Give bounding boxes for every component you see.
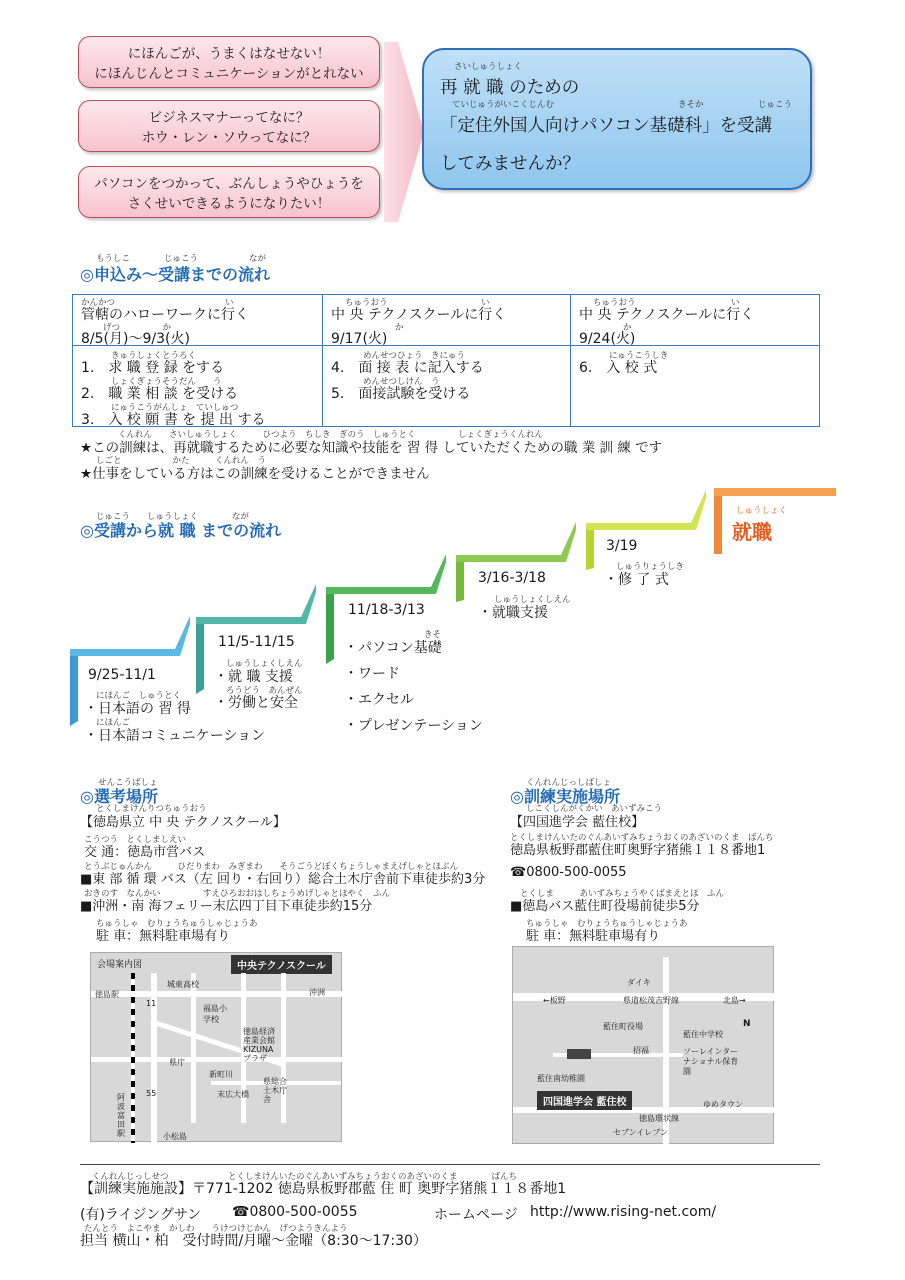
ruby-text: しゅうりょうしき [616,562,685,572]
ruby-text: きそ [424,630,442,640]
training-info: 駐 車：無料駐車場有り [526,929,661,944]
goal-label: 就職 [732,520,772,544]
section-title-training: ◎訓練実施場所 [510,787,620,806]
step-item: ・エクセル [344,692,414,708]
ruby-text: せんこうばしょ [98,778,158,788]
step-item: ・修 了 式 [604,572,669,588]
concern-box-3 [78,166,380,218]
map-title: 会場案内図 [97,960,143,970]
map-label: 沖洲 [309,988,325,997]
ruby-text: しゅうしょくしえん [226,659,303,669]
ruby-text: しょくぎょうそうだん う [111,377,222,387]
map-label: 招福 [633,1046,649,1055]
footer-company: (有)ライジングサン [80,1207,202,1223]
footer-url-link[interactable]: http://www.rising-net.com/ [530,1204,717,1220]
step-date: 11/5-11/15 [218,634,295,650]
ruby-text: ていじゅうがいこくじんむ [452,100,555,110]
ruby-text: かんかつ [81,298,116,308]
ruby-text: か [395,323,404,333]
apply-flow-table [72,294,820,427]
map-label: 11 [146,999,157,1008]
ruby-text: ちゅうおう [593,298,636,308]
map-label: 福島小学校 [203,1004,227,1024]
compass-north-icon: N [743,1019,751,1029]
map-label: 県道松茂吉野線 [623,996,679,1005]
ruby-text: げつ か [103,323,172,333]
step-item: ・プレゼンテーション [344,718,483,734]
step-bracket [586,490,711,570]
step-date: 3/19 [606,538,638,554]
ruby-text: めんせつひょう きにゅう [363,351,465,361]
ruby-text: しこくしんがくかい あいずみこう [526,804,663,814]
step-item: ・就 職 支援 [214,669,293,685]
table-date: 9/17(火) [331,331,388,347]
map-label: 新町川 [209,1070,233,1079]
table-item: 5. 面接試験を受ける [331,386,471,402]
map-label: 北島→ [723,996,746,1005]
map-label: 徳島駅 [95,990,119,999]
ruby-text: しごと かた くんれん う [96,456,267,466]
ruby-text: こうつう とくしましえい [84,835,187,845]
ruby-text: にほんご しゅうとく [96,691,182,701]
ruby-text: とくしま あいずみちょうやくばまえとほ ふん [520,889,725,899]
map-label: 阿波富田駅 [117,1093,125,1138]
ruby-text: い [481,298,490,308]
step-date: 3/16-3/18 [478,570,546,586]
ruby-text: さいしゅうしょく [454,62,523,72]
training-info: 【四国進学会 藍住校】 [510,815,645,830]
map-label: 県庁 [169,1058,185,1067]
footer-homepage-label: ホームページ [434,1207,518,1223]
map-label: ←板野 [543,996,566,1005]
table-header: 中 央 テクノスクールに行く [331,307,507,323]
footer-address: 【訓練実施施設】〒771-1202 徳島県板野郡藍 住 町 奥野字猪熊１１８番地1 [80,1181,567,1197]
chevron-right-icon [384,42,424,222]
training-phone: ☎0800-500-0055 [510,865,627,880]
ruby-text: たんとう よこやま かしわ うけつけじかん げつようきんよう [84,1224,348,1234]
exam-info: 【徳島県立 中 央 テクノスクール】 [80,815,286,830]
ruby-text: きゅうしょくとうろく [111,351,197,361]
invitation-bubble [422,48,812,190]
map-label: ダイキ [627,978,651,987]
step-bracket [456,522,581,602]
exam-info: ■沖洲・南 海フェリー末広四丁目下車徒歩約15分 [80,899,373,914]
exam-info: ■東 部 循 環 バス（左 回り・右回り）総合土木庁舎前下車徒歩約3分 [80,872,486,887]
table-item: 4. 面 接 表 に記入する [331,360,484,376]
bubble-line-3: してみませんか？ [440,154,580,174]
exam-info: 交 通：徳島市営バス [84,845,206,860]
ruby-text: にゅうこうがんしょ ていしゅつ [111,403,239,413]
ruby-text: くんれんじっしせつ とくしまけんいたのぐんあいずみちょうおくのあざいのくま ばんち [92,1172,518,1182]
ruby-text: い [731,298,740,308]
bubble-line-2: 「定住外国人向けパソコン基礎科」を受講 [440,116,773,136]
step-item: ・就職支援 [478,605,548,621]
map-label: セブンイレブン [613,1128,668,1137]
concern-box-2 [78,100,380,152]
step-item: ・日本語の 習 得 [84,701,191,717]
ruby-text: ちゅうしゃ むりょうちゅうしゃじょうあ [526,919,688,929]
ruby-text: か [623,323,632,333]
divider [80,1164,820,1165]
section-title-exam: ◎選考場所 [80,787,158,806]
concern-text: さくせいできるようになりたい！ [127,196,331,212]
ruby-text: しゅうしょくしえん [494,595,571,605]
step-date: 11/18-3/13 [348,602,425,618]
ruby-text: にほんご [96,718,131,728]
map-label: ゆめタウン [703,1100,743,1109]
exam-info: 駐 車：無料駐車場有り [96,929,231,944]
concern-text: にほんごが、うまくはなせない！ [127,46,331,62]
map-training [512,946,774,1144]
ruby-text: ちゅうおう [345,298,388,308]
step-date: 9/25-11/1 [88,667,156,683]
ruby-text: とくしまけんりつちゅうおう [96,804,207,814]
training-info: 徳島県板野郡藍住町奥野字猪熊１１８番地1 [510,843,766,858]
step-item: ・日本語コミュニケーション [84,728,266,744]
ruby-text: にゅうこうしき [609,351,669,361]
ruby-text: くんれんじっしばしょ [526,778,612,788]
map-label: 徳島環状線 [639,1114,679,1123]
ruby-text: めんせつしけん う [363,377,440,387]
map-label: 藍住中学校 [683,1030,723,1039]
concern-text: ホウ・レン・ソウってなに？ [141,130,317,146]
table-date: 8/5(月)～9/3(火) [81,331,190,347]
ruby-text: きそか [678,100,704,110]
step-item: ・労働と安全 [214,695,298,711]
footer-phone: ☎0800-500-0055 [232,1204,358,1220]
footer-contact: 担当 横山・柏 受付時間/月曜～金曜（8:30～17:30） [80,1233,427,1249]
map-label: ソーレインターナショナル保育園 [683,1047,739,1076]
section-title-apply-flow: ◎申込み～受講までの流れ [80,265,270,284]
table-header: 管轄のハローワークに行く [81,307,249,323]
table-date: 9/24(火) [579,331,636,347]
ruby-text: じゅこう しゅうしょく なが [96,512,250,522]
note-line: ★仕事をしている方はこの訓練を受けることができません [80,466,430,482]
table-item: 3. 入 校 願 書 を 提 出 する [81,412,266,428]
note-line: ★この訓練は、再就職するために必要な知識や技能を 習 得 していただくための職 業 訓 練 です [80,440,663,456]
map-badge: 中央テクノスクール [231,955,332,974]
table-item: 1. 求 職 登 録 をする [81,360,225,376]
table-divider [322,295,323,426]
concern-text: パソコンをつかって、ぶんしょうやひょうを [94,176,364,192]
map-venue [90,952,342,1142]
ruby-text: とうぶじゅんかん ひだりまわ みぎまわ そうごうどぼくちょうしゃまえげしゃとほぶん [84,862,459,872]
table-divider [570,295,571,426]
ruby-text: い [225,298,234,308]
bubble-line-1: 再 就 職 のための [440,78,580,98]
ruby-text: しゅうしょく [736,506,788,516]
map-label: 藍住町役場 [603,1022,643,1031]
map-label: 55 [146,1089,157,1098]
ruby-text: もうしこ じゅこう なが [96,254,267,264]
ruby-text: くんれん さいしゅうしょく ひつよう ちしき ぎのう しゅうとく しょくぎょうくんれん [118,430,544,440]
table-item: 2. 職 業 相 談 を受ける [81,386,239,402]
section-title-course-flow: ◎受講から就 職 までの流れ [80,521,282,540]
concern-box-1 [78,36,380,88]
map-label: 末広大橋 [217,1090,249,1099]
map-label: 城東高校 [167,980,199,989]
ruby-text: おきのす なんかい すえひろおおはしちょうめげしゃとほやく ふん [84,889,391,899]
map-label: 藍住南幼稚園 [537,1074,585,1083]
ruby-text: じゅこう [758,100,793,110]
step-item: ・パソコン基礎 [344,640,442,656]
step-item: ・ワード [344,666,400,682]
concern-text: にほんじんとコミュニケーションがとれない [94,66,364,82]
map-label: 県総合土木庁舎 [263,1077,287,1104]
ruby-text: ろうどう あんぜん [226,686,303,696]
training-info: ■徳島バス藍住町役場前徒歩5分 [510,899,700,914]
ruby-text: ちゅうしゃ むりょうちゅうしゃじょうあ [96,919,258,929]
map-label: 小松島 [163,1132,187,1141]
ruby-text: とくしまけんいたのぐんあいずみちょうおくのあざいのくま ばんち [510,833,774,843]
table-item: 6. 入 校 式 [579,360,658,376]
table-header: 中 央 テクノスクールに行く [579,307,755,323]
map-label: 徳島経済産業会館KIZUNAプラザ [243,1027,275,1063]
map-badge: 四国進学会 藍住校 [537,1091,632,1110]
concern-text: ビジネスマナーってなに？ [148,110,310,126]
